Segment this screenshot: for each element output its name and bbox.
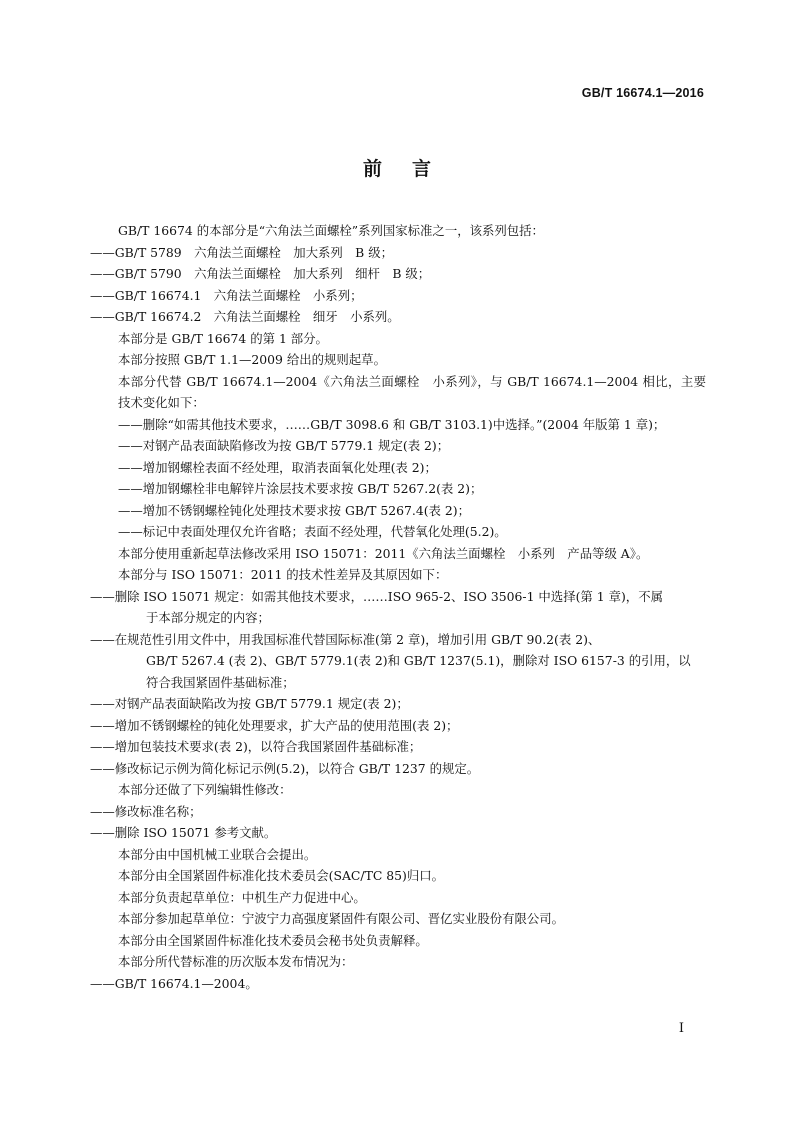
list-item: ——增加不锈钢螺栓钝化处理技术要求按 GB/T 5267.4(表 2)； xyxy=(118,502,470,518)
page-number: I xyxy=(678,1021,684,1036)
list-item: ——对钢产品表面缺陷修改为按 GB/T 5779.1 规定(表 2)； xyxy=(118,438,450,453)
list-item-continuation: 符合我国紧固件基础标准； xyxy=(146,674,295,690)
paragraph: 本部分使用重新起草法修改采用 ISO 15071：2011《六角法兰面螺栓 小系列 产品等级 A》。 xyxy=(118,545,649,561)
list-item: ——删除 ISO 15071 规定：如需其他技术要求，……ISO 965-2、ISO 3506-1 中选择(第 1 章)，不属 xyxy=(90,588,663,604)
paragraph: 本部分由中国机械工业联合会提出。 xyxy=(118,846,317,862)
paragraph: 本部分所代替标准的历次版本发布情况为： xyxy=(118,954,354,969)
list-item: ——标记中表面处理仅允许省略；表面不经处理，代替氧化处理(5.2)。 xyxy=(118,524,507,539)
paragraph: 本部分是 GB/T 16674 的第 1 部分。 xyxy=(118,330,328,346)
list-item: ——在规范性引用文件中，用我国标准代替国际标准(第 2 章)，增加引用 GB/T 90.2(表 2)、 xyxy=(90,631,601,647)
list-item: ——GB/T 5789 六角法兰面螺栓 加大系列 B 级； xyxy=(90,244,393,260)
paragraph: 本部分还做了下列编辑性修改： xyxy=(118,782,292,797)
page-title: 前言 xyxy=(362,158,461,180)
paragraph: 本部分与 ISO 15071：2011 的技术性差异及其原因如下： xyxy=(118,567,448,582)
list-item-continuation: GB/T 5267.4 (表 2)、GB/T 5779.1(表 2)和 GB/T 1237(5.1)，删除对 ISO 6157-3 的引用，以 xyxy=(146,653,691,668)
list-item: ——GB/T 16674.1 六角法兰面螺栓 小系列； xyxy=(90,287,363,303)
list-item: ——对钢产品表面缺陷改为按 GB/T 5779.1 规定(表 2)； xyxy=(90,696,409,711)
paragraph: 本部分由全国紧固件标准化技术委员会(SAC/TC 85)归口。 xyxy=(118,868,445,883)
list-item: ——修改标记示例为简化标记示例(5.2)，以符合 GB/T 1237 的规定。 xyxy=(90,760,480,776)
paragraph: 本部分代替 GB/T 16674.1—2004《六角法兰面螺栓 小系列》，与 GB/T 16674.1—2004 相比，主要技术变化如下： xyxy=(118,373,706,410)
paragraph: 本部分负责起草单位：中机生产力促进中心。 xyxy=(118,889,366,905)
paragraph: GB/T 16674 的本部分是“六角法兰面螺栓”系列国家标准之一，该系列包括： xyxy=(118,223,544,238)
list-item: ——GB/T 5790 六角法兰面螺栓 加大系列 细杆 B 级； xyxy=(90,266,431,281)
list-item: ——GB/T 16674.2 六角法兰面螺栓 细牙 小系列。 xyxy=(90,309,400,324)
paragraph: 本部分按照 GB/T 1.1—2009 给出的规则起草。 xyxy=(118,352,386,367)
list-item: ——增加钢螺栓非电解锌片涂层技术要求按 GB/T 5267.2(表 2)； xyxy=(118,481,483,496)
list-item: ——删除“如需其他技术要求，……GB/T 3098.6 和 GB/T 3103.1)中选择。”(2004 年版第 1 章)； xyxy=(118,416,666,432)
list-item: ——增加钢螺栓表面不经处理，取消表面氧化处理(表 2)； xyxy=(118,459,437,475)
list-item-continuation: 于本部分规定的内容； xyxy=(146,610,270,625)
foreword-body xyxy=(90,220,706,994)
list-item: ——GB/T 16674.1—2004。 xyxy=(90,975,258,991)
paragraph: 本部分参加起草单位：宁波宁力高强度紧固件有限公司、晋亿实业股份有限公司。 xyxy=(118,911,565,926)
list-item: ——增加不锈钢螺栓的钝化处理要求，扩大产品的使用范围(表 2)； xyxy=(90,717,459,733)
standard-code-header: GB/T 16674.1—2016 xyxy=(581,86,704,100)
list-item: ——增加包装技术要求(表 2)，以符合我国紧固件基础标准； xyxy=(90,739,422,754)
paragraph: 本部分由全国紧固件标准化技术委员会秘书处负责解释。 xyxy=(118,932,428,948)
list-item: ——删除 ISO 15071 参考文献。 xyxy=(90,825,277,840)
list-item: ——修改标准名称； xyxy=(90,803,202,819)
